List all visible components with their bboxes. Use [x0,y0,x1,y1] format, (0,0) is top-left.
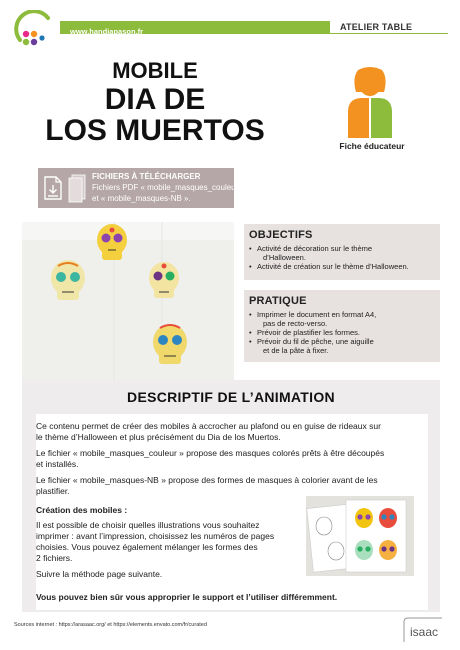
closing-text: Vous pouvez bien sûr vous approprier le support et l’utiliser différemment. [36,592,338,602]
website-url[interactable]: www.handiapason.fr [70,27,144,36]
list-item: • Imprimer le document en format A4, [249,310,437,319]
list-item: • Prévoir de plastifier les formes. [249,328,437,337]
page-title-main [0,84,310,146]
description-p3b: plastifier. [36,486,70,496]
creation-line-2: imprimer : avant l’impression, choisissez les numéros de pages [36,531,275,541]
page-title-line3: LOS MUERTOS [45,114,265,147]
objectives-list [249,244,437,271]
download-document-icon[interactable] [42,176,64,200]
handiapason-logo [14,10,54,50]
practical-title: PRATIQUE [249,295,307,307]
files-download-box [38,168,245,208]
files-line-1: Fichiers PDF « mobile_masques_couleur » [92,183,245,192]
skull-mobile-photo [22,222,234,382]
printed-sheets-photo [306,496,414,576]
list-item: • Prévoir du fil de pêche, une aiguille [249,337,437,346]
list-item: • Activité de création sur le thème d’Halloween. [249,262,437,271]
practical-box [244,290,440,362]
files-title: FICHIERS À TÉLÉCHARGER [92,172,201,181]
header-divider [330,33,448,34]
description-p1a: Ce contenu permet de créer des mobiles à accrocher au plafond ou en guise de rideaux sur [36,421,381,431]
page-title-line1: MOBILE [112,58,198,83]
creation-title: Création des mobiles : [36,505,128,515]
document-stack-icon [68,172,88,204]
description-title: DESCRIPTIF DE L’ANIMATION [127,389,335,405]
section-label: ATELIER TABLE [340,22,413,32]
practical-list [249,310,437,355]
creation-line-4: 2 fichiers. [36,553,73,563]
isaac-logo [400,616,446,644]
objectives-box [244,224,440,280]
description-p1b: le thème d’Halloween et plus précisément du Dia de los Muertos. [36,432,281,442]
educator-figure-icon [340,66,400,138]
creation-line-5: Suivre la méthode page suivante. [36,569,163,579]
isaac-logo-text: isaac [410,625,439,639]
website-bar [60,21,330,34]
description-p2b: et installés. [36,459,79,469]
list-item: d’Halloween. [263,253,306,262]
creation-line-1: Il est possible de choisir quelles illustrations vous souhaitez [36,520,260,530]
educator-label: Fiche éducateur [339,141,405,151]
page-title-line2: DIA DE [104,83,206,116]
footer-sources: Sources internet : https://arasaac.org/ et https://elements.envato.com/fr/curated [14,622,207,628]
list-item: et de la pâte à fixer. [263,346,329,355]
list-item: • Activité de décoration sur le thème [249,244,437,253]
objectives-title: OBJECTIFS [249,229,313,241]
list-item: pas de recto-verso. [263,319,328,328]
description-p2a: Le fichier « mobile_masques_couleur » propose des masques colorés prêts à être découpés [36,448,385,458]
files-line-2: et « mobile_masques-NB ». [92,194,191,203]
description-p3a: Le fichier « mobile_masques-NB » propose des formes de masques à colorier avant de les [36,475,378,485]
creation-line-3: choisies. Vous pouvez également mélanger les formes des [36,542,258,552]
